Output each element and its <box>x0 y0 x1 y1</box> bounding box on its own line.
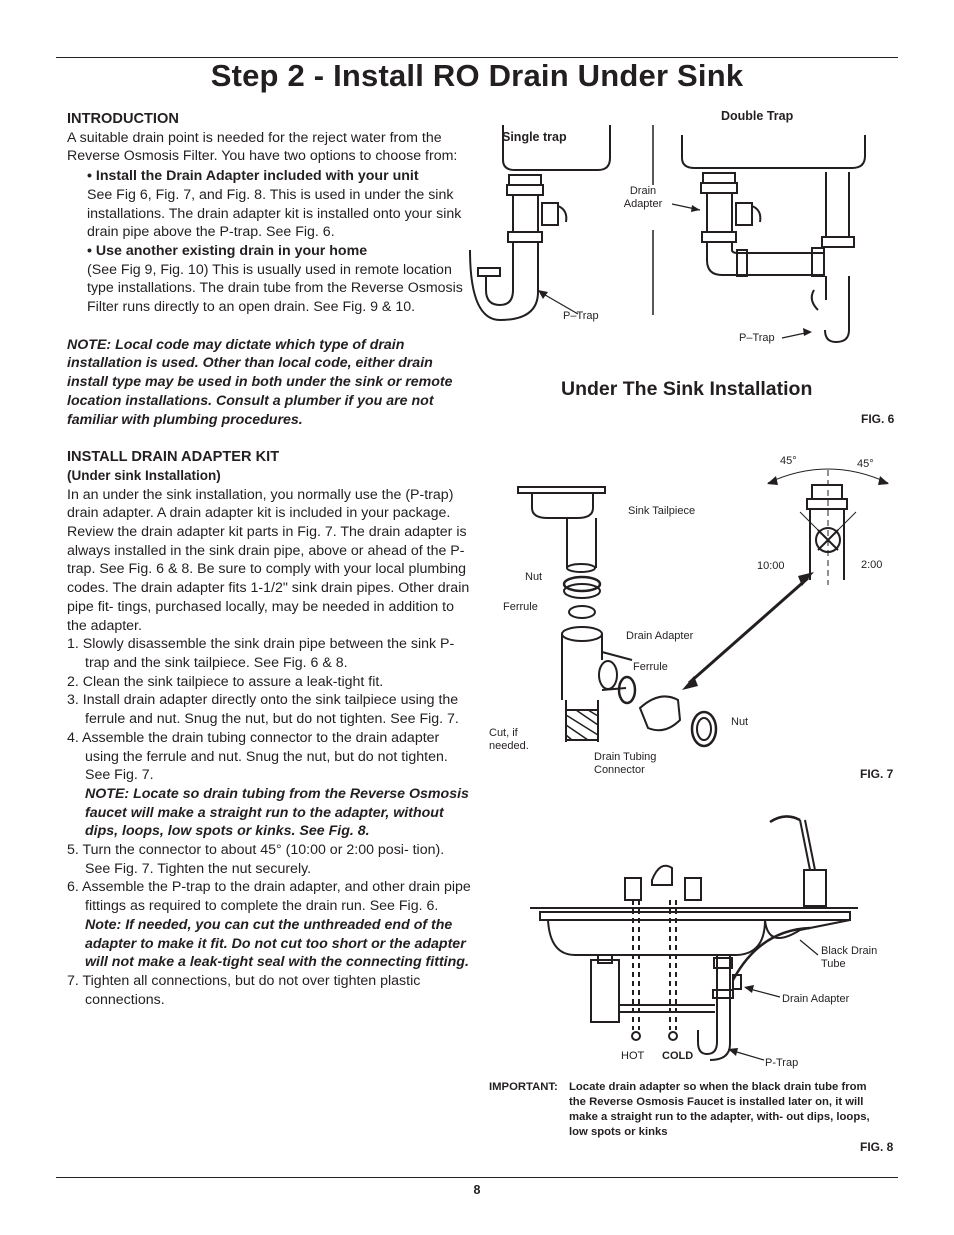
important-text: Locate drain adapter so when the black drain tube from the Reverse Osmosis Faucet is installed later on, it will make a straight run to the adapter, with- out dips, loops, low spots or kinks <box>569 1081 870 1138</box>
important-label: IMPORTANT: <box>489 1081 558 1093</box>
ferrule-left-label: Ferrule <box>503 601 538 613</box>
step-3: 3. Install drain adapter directly onto the sink tailpiece using the ferrule and nut. Snug the nut, but do not tighten. See Fig. 7. <box>67 692 459 728</box>
nut-top-label: Nut <box>525 571 543 583</box>
fig7-drain-adapter-label: Drain Adapter <box>626 630 694 642</box>
hot-label: HOT <box>621 1050 645 1062</box>
local-code-note: NOTE: Local code may dictate which type of drain installation is used. Other than local code, either drain install type may be used in both under the sink or remote location installations. Consult a plumber if you are not familiar with plumbing procedures. <box>67 336 453 428</box>
option1-title: • Install the Drain Adapter included with your unit <box>87 168 419 185</box>
intro-body: A suitable drain point is needed for the reject water from the Reverse Osmosis Filter. You have two options to choose from: <box>67 129 458 165</box>
double-trap-drawing <box>682 135 865 342</box>
fig6-ptrap-right-label: P–Trap <box>739 332 775 344</box>
single-trap-label: Single trap <box>502 130 567 144</box>
important-note <box>489 1080 889 1138</box>
fig7-parts-drawing <box>518 487 814 746</box>
cut-if-needed-label: Cut, if needed. <box>489 727 529 752</box>
fig6-caption: FIG. 6 <box>861 412 895 426</box>
fig8-caption: FIG. 8 <box>860 1140 894 1154</box>
under-sink-heading: Under The Sink Installation <box>561 378 813 400</box>
sink-tailpiece-label: Sink Tailpiece <box>628 505 696 517</box>
option2-body: (See Fig 9, Fig. 10) This is usually used in remote location type installations. The drain tube from the Reverse Osmosis Filter runs directly to an open drain. See Fig. 9 & 10. <box>87 261 463 316</box>
black-drain-tube-label: Black Drain Tube <box>821 945 878 970</box>
step-2: 2. Clean the sink tailpiece to assure a leak-tight fit. <box>67 673 384 690</box>
nut-bottom-label: Nut <box>731 716 749 728</box>
install-subheading: (Under sink Installation) <box>67 467 221 483</box>
pos-2-label: 2:00 <box>861 559 883 571</box>
step-1: 1. Slowly disassemble the sink drain pipe between the sink P-trap and the sink tailpiece. See Fig. 6 & 8. <box>67 636 455 671</box>
fig8-ptrap-label: P-Trap <box>765 1057 799 1069</box>
pos-10-label: 10:00 <box>757 560 785 572</box>
page-number: 8 <box>473 1183 481 1197</box>
option2-title: • Use another existing drain in your home <box>87 242 368 259</box>
step-6: 6. Assemble the P-trap to the drain adapter, and other drain pipe fittings as required to complete the drain run. See Fig. 6. <box>67 879 471 915</box>
install-heading: INSTALL DRAIN ADAPTER KIT <box>67 449 280 466</box>
step-7: 7. Tighten all connections, but do not over tighten plastic connections. <box>67 972 421 1008</box>
bottom-rule <box>56 1177 898 1178</box>
page-title: Step 2 - Install RO Drain Under Sink <box>210 58 744 93</box>
fig6-ptrap-left-label: P–Trap <box>563 310 599 322</box>
step-6-note: Note: If needed, you can cut the unthreaded end of the adapter to make it fit. Do not cut too short or the adapter will not make a leak-tight seal with the connecting fitting. <box>85 916 469 971</box>
fig8-sink-drawing <box>530 816 858 1060</box>
step-5: 5. Turn the connector to about 45° (10:00 or 2:00 posi- tion). See Fig. 7. Tighten the nut securely. <box>67 842 445 877</box>
fig8-drain-adapter-label: Drain Adapter <box>782 993 850 1005</box>
install-body: In an under the sink installation, you normally use the (P-trap) drain adapter. A drain adapter kit is included in your package. Review the drain adapter kit parts in Fig. 7. The drain adapter is always installed in the sink drain pipe, above or ahead of the P- trap. See Fig. 6 & 8. Be sure to comply with your local plumbing codes. The drain adapter fits 1-1/2" sink drain pipes. Other drain pipe fit- tings, purchased locally, may be needed in addition to the adapter. <box>67 486 470 634</box>
intro-heading: INTRODUCTION <box>67 111 179 127</box>
fig6-drain-adapter-label: Drain Adapter <box>623 185 663 210</box>
step-4-note: NOTE: Locate so drain tubing from the Reverse Osmosis faucet will make a straight run to the adapter, without dips, loops, low spots or kinks. See Fig. 8. <box>85 785 469 840</box>
ferrule-right-label: Ferrule <box>633 661 668 673</box>
option1-body: See Fig 6, Fig. 7, and Fig. 8. This is used in under the sink installations. The drain adapter kit is installed onto your sink drain pipe above the P-trap. See Fig. 6. <box>87 186 462 241</box>
angle-right-label: 45° <box>857 458 874 470</box>
angle-left-label: 45° <box>780 455 797 467</box>
drain-tubing-connector-label: Drain Tubing Connector <box>594 751 657 776</box>
step-4: 4. Assemble the drain tubing connector to the drain adapter using the ferrule and nut. Snug the nut, but do not tighten. See Fig. 7. <box>67 729 448 784</box>
cold-label: COLD <box>662 1050 694 1062</box>
fig7-caption: FIG. 7 <box>860 767 894 781</box>
double-trap-label: Double Trap <box>721 109 794 123</box>
